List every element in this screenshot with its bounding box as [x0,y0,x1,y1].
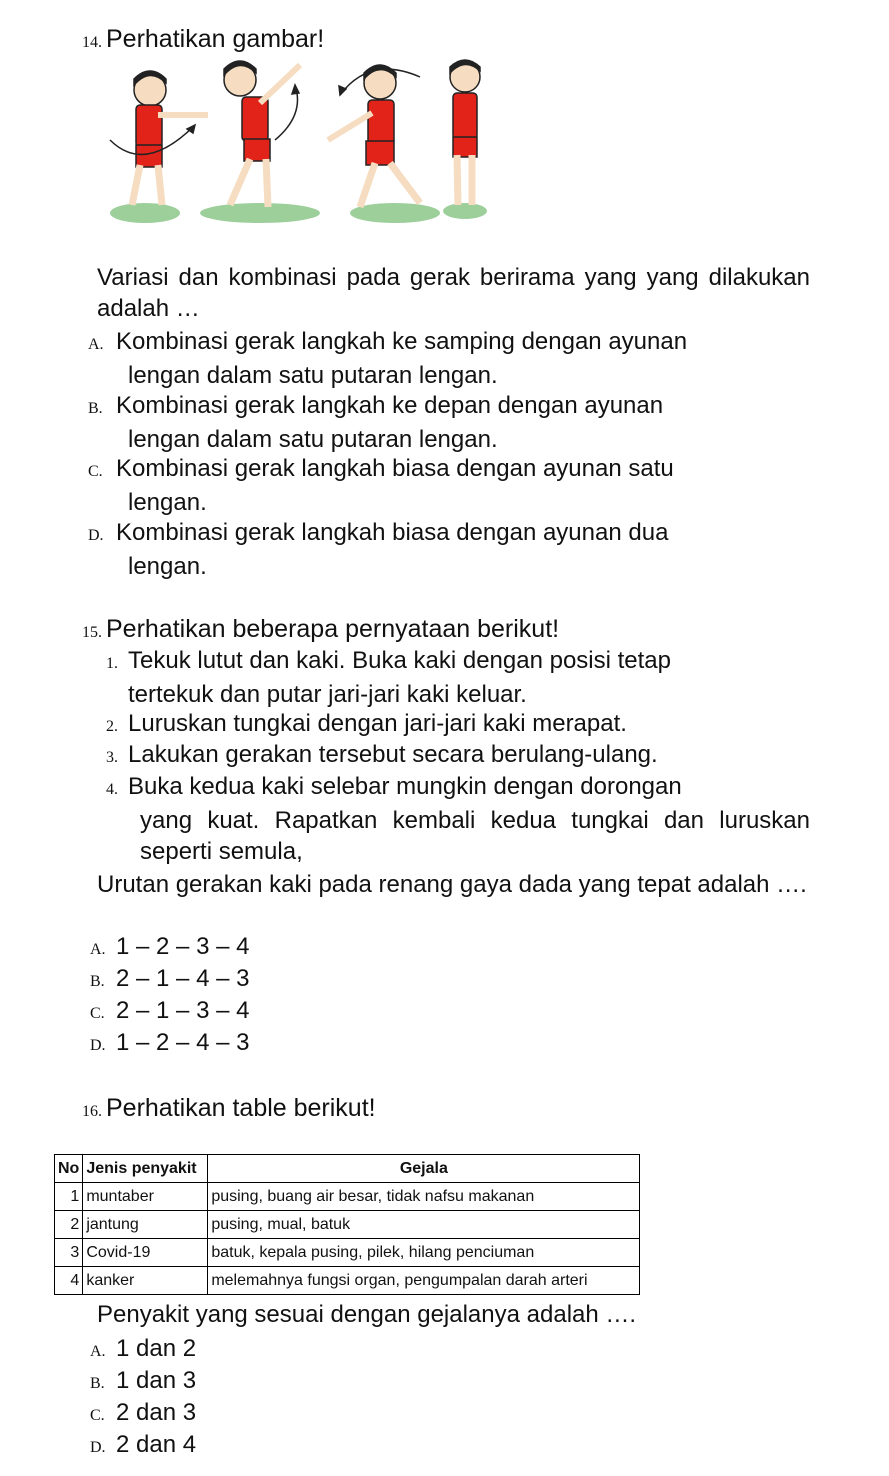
statement-text: Tekuk lutut dan kaki. Buka kaki dengan posisi tetap [128,647,671,674]
option-text: 2 – 1 – 3 – 4 [116,997,250,1024]
q15-option-c[interactable] [90,995,249,1029]
q15-statement-3 [106,739,810,773]
q16-option-a[interactable] [90,1333,196,1367]
option-text-continued: lengan. [128,553,207,580]
option-text: 2 – 1 – 4 – 3 [116,965,250,992]
option-label: D. [90,1439,106,1456]
q16-option-b[interactable] [90,1365,196,1399]
q16-heading [82,1093,376,1127]
cell-symptoms: melemahnya fungsi organ, pengumpalan darah arteri [208,1267,640,1295]
boy-figure-4 [450,60,480,205]
option-text: 2 dan 3 [116,1399,197,1426]
q14-prompt: Variasi dan kombinasi pada gerak berirama yang yang dilakukan adalah … [97,264,810,322]
cell-no: 2 [55,1211,83,1239]
disease-table [54,1154,640,1295]
q15-number: 15. [82,624,102,641]
cell-no: 1 [55,1183,83,1211]
q14-option-c[interactable] [88,453,818,518]
q15-statement-2 [106,708,810,742]
q15-prompt: Urutan gerakan kaki pada renang gaya dada yang tepat adalah …. [97,871,807,898]
q14-option-b[interactable] [88,390,818,455]
option-label: C. [90,1005,105,1022]
option-text: 1 dan 3 [116,1367,197,1394]
statement-number: 4. [106,781,118,798]
statement-text: Luruskan tungkai dengan jari-jari kaki merapat. [128,710,627,737]
cell-symptoms: batuk, kepala pusing, pilek, hilang penciuman [208,1239,640,1267]
q16-option-c[interactable] [90,1397,196,1431]
option-text: Kombinasi gerak langkah ke depan dengan ayunan [116,392,664,419]
cell-symptoms: pusing, mual, batuk [208,1211,640,1239]
table-row [55,1239,640,1267]
ground-shadow-4 [443,203,487,219]
option-label: D. [88,527,104,544]
table-header-row [55,1155,640,1183]
q14-option-a[interactable] [88,326,818,391]
q14-number: 14. [82,34,102,51]
q15-heading [82,614,559,648]
statement-number: 2. [106,718,118,735]
q16-heading-text: Perhatikan table berikut! [106,1094,376,1122]
table-row [55,1211,640,1239]
q15-heading-text: Perhatikan beberapa pernyataan berikut! [106,615,560,643]
q15-statement-4 [106,771,810,867]
q15-option-d[interactable] [90,1027,249,1061]
header-no: No [55,1155,83,1183]
q15-statement-1 [106,645,810,710]
q15-option-a[interactable] [90,931,249,965]
option-label: A. [88,336,104,353]
statement-text: Lakukan gerakan tersebut secara berulang-ulang. [128,741,658,768]
option-text: 1 – 2 – 4 – 3 [116,1029,250,1056]
option-label: C. [88,463,103,480]
boy-figure-3 [328,65,420,207]
statement-text-continued: tertekuk dan putar jari-jari kaki keluar. [128,681,527,708]
option-label: D. [90,1037,106,1054]
boy-figure-2 [224,61,300,207]
q14-heading [82,24,324,58]
cell-symptoms: pusing, buang air besar, tidak nafsu makanan [208,1183,640,1211]
option-text: Kombinasi gerak langkah ke samping dengan ayunan [116,328,688,355]
q16-option-d[interactable] [90,1429,196,1463]
table-row [55,1267,640,1295]
cell-no: 3 [55,1239,83,1267]
cell-disease: Covid-19 [83,1239,208,1267]
header-jenis-penyakit: Jenis penyakit [83,1155,208,1183]
option-text: Kombinasi gerak langkah biasa dengan ayunan satu [116,455,674,482]
q14-heading-text: Perhatikan gambar! [106,25,325,53]
option-text-continued: lengan dalam satu putaran lengan. [128,426,498,453]
table-row [55,1183,640,1211]
q16-number: 16. [82,1103,102,1120]
option-text: 1 dan 2 [116,1335,197,1362]
option-text: 2 dan 4 [116,1431,197,1458]
cell-disease: muntaber [83,1183,208,1211]
boys-exercise-figure [100,55,510,235]
option-label: A. [90,1343,106,1360]
statement-text: Buka kedua kaki selebar mungkin dengan dorongan [128,773,682,800]
option-text: Kombinasi gerak langkah biasa dengan ayunan dua [116,519,669,546]
cell-no: 4 [55,1267,83,1295]
statement-text-continued: yang kuat. Rapatkan kembali kedua tungkai dan luruskan seperti semula, [140,807,810,865]
option-label: C. [90,1407,105,1424]
option-label: B. [88,400,103,417]
option-text-continued: lengan. [128,489,207,516]
option-text: 1 – 2 – 3 – 4 [116,933,250,960]
cell-disease: kanker [83,1267,208,1295]
statement-number: 3. [106,749,118,766]
cell-disease: jantung [83,1211,208,1239]
q15-option-b[interactable] [90,963,249,997]
header-gejala: Gejala [208,1155,640,1183]
boy-figure-1 [110,71,208,205]
option-text-continued: lengan dalam satu putaran lengan. [128,362,498,389]
q16-prompt: Penyakit yang sesuai dengan gejalanya adalah …. [97,1301,637,1328]
option-label: A. [90,941,106,958]
statement-number: 1. [106,655,118,672]
q14-option-d[interactable] [88,517,818,582]
ground-shadow-1 [110,203,180,223]
ground-shadow-2 [200,203,320,223]
option-label: B. [90,1375,105,1392]
option-label: B. [90,973,105,990]
